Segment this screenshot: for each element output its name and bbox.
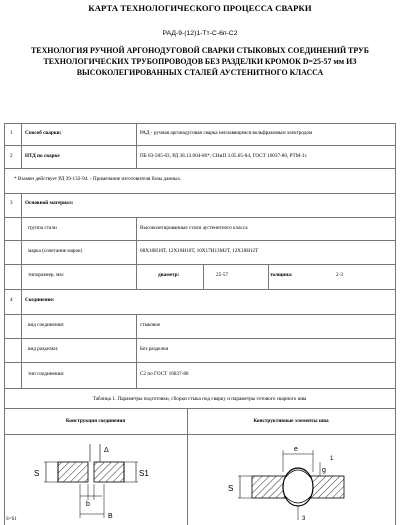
col-divider bbox=[136, 314, 137, 388]
row-divider bbox=[4, 338, 395, 339]
row-divider bbox=[4, 145, 395, 146]
thickness-dim-label-s1: S1 bbox=[139, 469, 149, 478]
diameter-value: 25-57 bbox=[216, 272, 229, 278]
steel-group-value: Высоколегированные стали аустенитного класса bbox=[140, 225, 248, 231]
row-divider bbox=[4, 362, 395, 363]
col-divider bbox=[203, 264, 204, 289]
joint-design-drawing bbox=[20, 440, 180, 525]
subtitle-line-2: ТЕХНОЛОГИЧЕСКИХ ТРУБОПРОВОДОВ БЕЗ РАЗДЕЛКИ КРОМОК D=25-57 мм ИЗ bbox=[43, 57, 357, 66]
plate-left bbox=[58, 462, 88, 482]
welding-method-value: РАД - ручная аргонодуговая сварка неплавящимся вольфрамовым электродом bbox=[140, 130, 313, 136]
thickness-equality-mark: S=S1 bbox=[6, 517, 17, 522]
row-divider bbox=[4, 123, 395, 124]
row-2-number: 2 bbox=[10, 153, 13, 159]
thickness-label: толщина: bbox=[270, 272, 293, 278]
document-subtitle bbox=[4, 45, 396, 78]
weld-width-label: e bbox=[294, 446, 298, 453]
width-dim-label: B bbox=[108, 513, 113, 520]
row-divider bbox=[4, 434, 395, 435]
dim-mark-3: 3 bbox=[302, 516, 306, 522]
col-divider bbox=[21, 289, 22, 388]
col-divider bbox=[21, 123, 22, 168]
base-material-label: Основной материал: bbox=[25, 200, 74, 206]
size-label: типоразмер, мм: bbox=[28, 272, 65, 278]
table-1-col-weld-elements: Конструктивные элементы шва bbox=[253, 418, 329, 424]
table-1-caption: Таблица 1. Параметры подготовки, сборки стыка под сварку и параметры готового сварного шва bbox=[92, 396, 307, 402]
row-divider bbox=[4, 240, 395, 241]
joint-type-value: стыковое bbox=[140, 322, 161, 328]
edge-prep-label: вид разделки: bbox=[28, 346, 59, 352]
row-divider bbox=[4, 264, 395, 265]
table-1-col-joint-design: Конструкция соединения bbox=[65, 418, 126, 424]
steel-grade-value: 08Х18Н10Т, 12Х18Н10Т, 10Х17Н13М2Т, 12Х18Н12Т bbox=[140, 248, 259, 254]
steel-group-label: группа стали bbox=[28, 225, 57, 231]
welding-ntd-label: НТД по сварке bbox=[25, 153, 60, 159]
row-4-number: 4 bbox=[10, 297, 13, 303]
row-divider bbox=[4, 408, 395, 409]
row-divider bbox=[4, 388, 395, 389]
weld-bead bbox=[283, 468, 313, 506]
reinforcement-label: g bbox=[322, 467, 326, 474]
joint-label: Соединение: bbox=[25, 297, 55, 303]
joint-kind-label: тип соединения: bbox=[28, 371, 65, 377]
plate-right bbox=[94, 462, 124, 482]
document-title: КАРТА ТЕХНОЛОГИЧЕСКОГО ПРОЦЕССА СВАРКИ bbox=[88, 3, 312, 13]
gap-dim-label: b bbox=[86, 501, 90, 508]
row-1-number: 1 bbox=[10, 130, 13, 136]
col-divider bbox=[268, 264, 269, 289]
table-border-left bbox=[4, 123, 5, 525]
row-divider bbox=[4, 314, 395, 315]
row-divider bbox=[4, 289, 395, 290]
weld-elements-drawing bbox=[208, 438, 378, 524]
row-divider bbox=[4, 217, 395, 218]
table-border-right bbox=[395, 123, 396, 525]
thickness-dim-label-s: S bbox=[34, 469, 40, 478]
row-divider bbox=[4, 193, 395, 194]
col-divider bbox=[136, 123, 137, 168]
joint-kind-value: С2 по ГОСТ 16037-80 bbox=[140, 371, 189, 377]
steel-grade-label: марка (сочетание марок) bbox=[28, 248, 83, 254]
subtitle-line-3: ВЫСОКОЛЕГИРОВАННЫХ СТАЛЕЙ АУСТЕНИТНОГО КЛАССА bbox=[76, 68, 324, 77]
col-divider bbox=[21, 193, 22, 289]
col-divider bbox=[136, 217, 137, 289]
wall-thickness-label: S bbox=[228, 484, 234, 493]
welding-method-label: Способ сварки: bbox=[25, 130, 62, 136]
joint-type-label: вид соединения: bbox=[28, 322, 65, 328]
thickness-value: 2-3 bbox=[336, 272, 343, 278]
welding-ntd-value: ПБ 03-585-03, РД 38.13.004-86*, СНиП 3.05.05-84, ГОСТ 16037-80, РТМ-1с bbox=[140, 153, 307, 159]
row-3-number: 3 bbox=[10, 200, 13, 206]
dim-mark-1: 1 bbox=[330, 456, 334, 462]
row-divider bbox=[4, 168, 395, 169]
subtitle-line-1: ТЕХНОЛОГИЯ РУЧНОЙ АРГОНОДУГОВОЙ СВАРКИ СТЫКОВЫХ СОЕДИНЕНИЙ ТРУБ bbox=[31, 46, 369, 55]
diameter-label: диаметр: bbox=[158, 272, 180, 278]
col-divider bbox=[187, 408, 188, 525]
manufacturer-note: * Взамен действует РД 39-132-94. - Примечание изготовителя базы данных. bbox=[14, 176, 182, 182]
edge-prep-value: Без разделки bbox=[140, 346, 169, 352]
offset-dim-label: Δ bbox=[104, 447, 109, 454]
document-code: РАД-9-(12)1-Тт-С-6п-С2 bbox=[162, 30, 238, 37]
